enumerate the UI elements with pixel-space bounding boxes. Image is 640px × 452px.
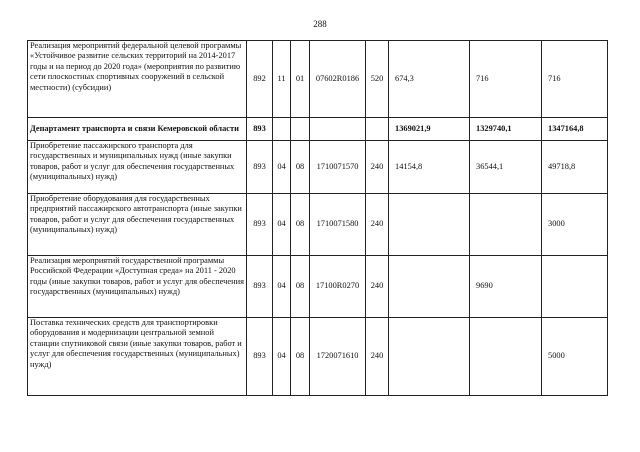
amount-2018 — [470, 318, 542, 396]
amount-2019: 716 — [542, 41, 608, 118]
ministry-code: 893 — [247, 118, 273, 141]
ministry-code: 893 — [247, 141, 273, 194]
expense-code: 240 — [366, 194, 389, 256]
amount-2017: 1369021,9 — [389, 118, 470, 141]
section-code — [273, 118, 291, 141]
section-code: 04 — [273, 194, 291, 256]
amount-2017: 674,3 — [389, 41, 470, 118]
subsection-code: 08 — [291, 256, 310, 318]
row-name: Приобретение оборудования для государственных предприятий пассажирского автотранспорта (иные закупки товаров, работ и услуг для обеспечения государственных (муниципальных) нужд) — [28, 194, 247, 256]
target-code: 1710071580 — [310, 194, 366, 256]
amount-2018: 716 — [470, 41, 542, 118]
section-code: 04 — [273, 318, 291, 396]
row-name: Реализация мероприятий федеральной целевой программы «Устойчивое развитие сельских территорий на 2014-2017 годы и на период до 2020 года» (мероприятия по развитию сети плоскостных спортивных сооружений в сельской местности) (субсидии) — [28, 41, 247, 118]
subsection-code: 08 — [291, 318, 310, 396]
expense-code: 240 — [366, 141, 389, 194]
table-row — [28, 141, 608, 194]
table-row — [28, 194, 608, 256]
subsection-code: 01 — [291, 41, 310, 118]
amount-2019: 1347164,8 — [542, 118, 608, 141]
section-code: 04 — [273, 141, 291, 194]
target-code: 17100R0270 — [310, 256, 366, 318]
subsection-code: 08 — [291, 194, 310, 256]
target-code: 1720071610 — [310, 318, 366, 396]
amount-2019 — [542, 256, 608, 318]
ministry-code: 893 — [247, 194, 273, 256]
budget-table — [27, 40, 608, 396]
amount-2018: 9690 — [470, 256, 542, 318]
amount-2019: 49718,8 — [542, 141, 608, 194]
table-row — [28, 256, 608, 318]
amount-2017 — [389, 318, 470, 396]
page-number: 288 — [313, 19, 327, 29]
amount-2018: 36544,1 — [470, 141, 542, 194]
ministry-code: 893 — [247, 256, 273, 318]
ministry-code: 893 — [247, 318, 273, 396]
amount-2017: 14154,8 — [389, 141, 470, 194]
ministry-code: 892 — [247, 41, 273, 118]
row-name: Приобретение пассажирского транспорта для государственных и муниципальных нужд (иные закупки товаров, работ и услуг для обеспечения государственных (муниципальных) нужд) — [28, 141, 247, 194]
amount-2018 — [470, 194, 542, 256]
subsection-code: 08 — [291, 141, 310, 194]
table-row — [28, 118, 608, 141]
expense-code: 240 — [366, 318, 389, 396]
amount-2017 — [389, 256, 470, 318]
subsection-code — [291, 118, 310, 141]
row-name: Поставка технических средств для транспортировки оборудования и модернизации центральной земной станции спутниковой связи (иные закупки товаров, работ и услуг для обеспечения государственных (муниципальных) нужд) — [28, 318, 247, 396]
target-code — [310, 118, 366, 141]
table-row — [28, 41, 608, 118]
target-code: 07602R0186 — [310, 41, 366, 118]
section-code: 11 — [273, 41, 291, 118]
table-row — [28, 318, 608, 396]
amount-2018: 1329740,1 — [470, 118, 542, 141]
target-code: 1710071570 — [310, 141, 366, 194]
amount-2019: 5000 — [542, 318, 608, 396]
amount-2019: 3000 — [542, 194, 608, 256]
amount-2017 — [389, 194, 470, 256]
expense-code — [366, 118, 389, 141]
row-name: Департамент транспорта и связи Кемеровской области — [28, 118, 247, 141]
expense-code: 520 — [366, 41, 389, 118]
section-code: 04 — [273, 256, 291, 318]
expense-code: 240 — [366, 256, 389, 318]
row-name: Реализация мероприятий государственной программы Российской Федерации «Доступная среда» на 2011 - 2020 годы (иные закупки товаров, работ и услуг для обеспечения государственных (муниципальных) нужд) — [28, 256, 247, 318]
